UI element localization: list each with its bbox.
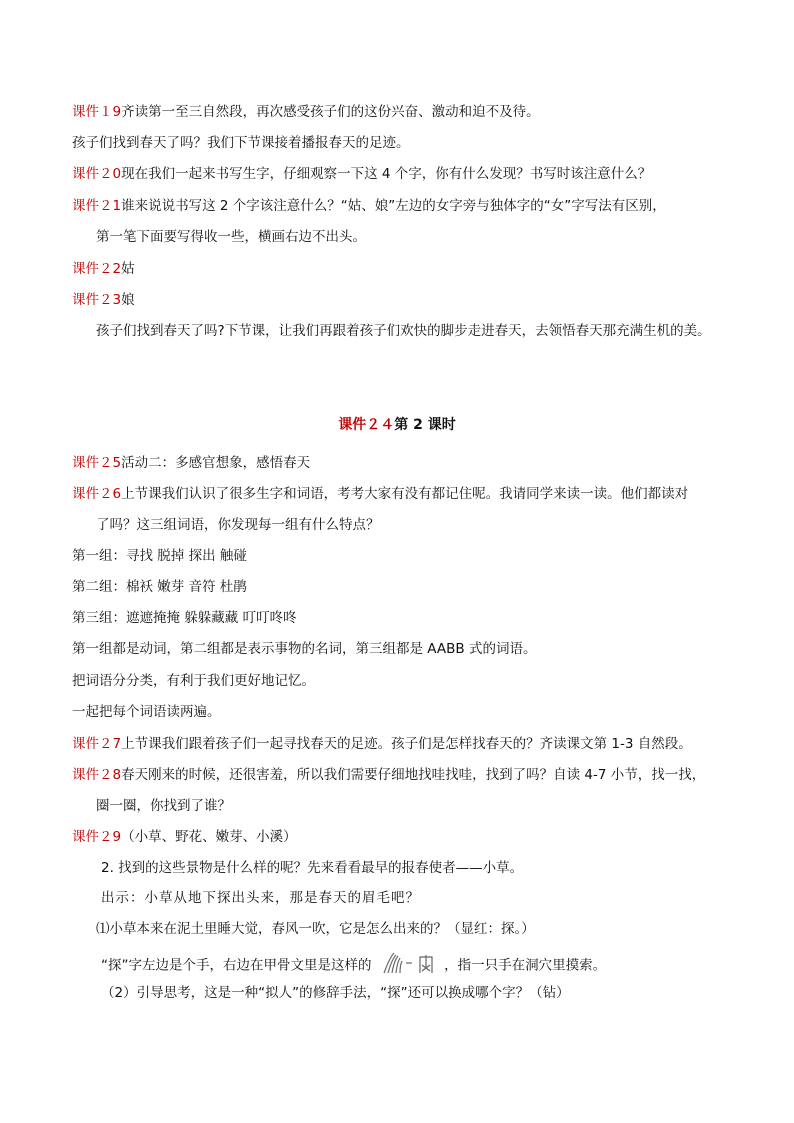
paragraph-line: 课件２9（小草、野花、嫩芽、小溪） bbox=[72, 829, 297, 845]
paragraph-line: 第一组都是动词，第二组都是表示事物的名词，第三组都是 AABB 式的词语。 bbox=[72, 641, 537, 657]
courseware-label: 课件１9 bbox=[72, 104, 122, 120]
paragraph-line: （2）引导思考，这是一种“拟人”的修辞手法，“探”还可以换成哪个字？（钻） bbox=[101, 985, 570, 1001]
paragraph-line: ⑴小草本来在泥土里睡大觉，春风一吹，它是怎么出来的？（显红：探。） bbox=[96, 921, 535, 937]
courseware-label: 课件２４ bbox=[338, 417, 395, 433]
courseware-label: 课件２0 bbox=[72, 166, 122, 182]
paragraph-line: 课件２5活动二：多感官想象，感悟春天 bbox=[72, 455, 311, 471]
section-title: 课件２４第 2 课时 bbox=[338, 417, 456, 433]
courseware-label: 课件２7 bbox=[72, 736, 122, 752]
paragraph-line: 第一笔下面要写得收一些，横画右边不出头。 bbox=[96, 229, 366, 245]
paragraph-line: 课件２0现在我们一起来书写生字，仔细观察一下这 4 个字，你有什么发现？书写时该注意什么？ bbox=[72, 166, 652, 182]
courseware-label: 课件２2 bbox=[72, 261, 122, 277]
paragraph-line: 了吗？这三组词语，你发现每一组有什么特点？ bbox=[96, 517, 380, 533]
paragraph-line: 课件２2姑 bbox=[72, 261, 135, 277]
paragraph-line: 圈一圈，你找到了谁？ bbox=[96, 798, 231, 814]
paragraph-line: 课件１9齐读第一至三自然段，再次感受孩子们的这份兴奋、激动和迫不及待。 bbox=[72, 104, 540, 120]
paragraph-line: 课件２6上节课我们认识了很多生字和词语，考考大家有没有都记住呢。我请同学来读一读。他们都读对 bbox=[72, 486, 689, 502]
paragraph-line: 课件２3娘 bbox=[72, 292, 135, 308]
paragraph-line: “探”字左边是个手，右边在甲骨文里是这样的 ，指一只手在洞穴里摸索。 bbox=[101, 951, 606, 980]
courseware-label: 课件２6 bbox=[72, 486, 122, 502]
oracle-bone-glyph-icon bbox=[380, 951, 436, 980]
example-sentence: 出示：小草从地下探出头来，那是春天的眉毛吧？ bbox=[101, 890, 420, 906]
paragraph-line: 课件２1谁来说说书写这 2 个字该注意什么？“姑、娘”左边的女字旁与独体字的“女”字写法有区别， bbox=[72, 198, 666, 214]
courseware-label: 课件２5 bbox=[72, 455, 122, 471]
paragraph-line: 课件２8春天刚来的时候，还很害羞，所以我们需要仔细地找哇找哇，找到了吗？自读 4-7 小节，找一找， bbox=[72, 767, 706, 783]
paragraph-line: 孩子们找到春天了吗?下节课，让我们再跟着孩子们欢快的脚步走进春天，去领悟春天那充满生机的美。 bbox=[96, 323, 711, 339]
paragraph-line: 一起把每个词语读两遍。 bbox=[72, 704, 221, 720]
courseware-label: 课件２1 bbox=[72, 198, 122, 214]
paragraph-line: 2. 找到的这些景物是什么样的呢？先来看看最早的报春使者——小草。 bbox=[101, 860, 524, 876]
word-group-line: 第三组：遮遮掩掩 躲躲藏藏 叮叮咚咚 bbox=[72, 610, 297, 626]
paragraph-line: 课件２7上节课我们跟着孩子们一起寻找春天的足迹。孩子们是怎样找春天的？齐读课文第 1-3 自然段。 bbox=[72, 736, 692, 752]
courseware-label: 课件２3 bbox=[72, 292, 122, 308]
courseware-label: 课件２8 bbox=[72, 767, 122, 783]
paragraph-line: 把词语分分类，有利于我们更好地记忆。 bbox=[72, 673, 315, 689]
courseware-label: 课件２9 bbox=[72, 829, 122, 845]
word-group-line: 第二组：棉袄 嫩芽 音符 杜鹃 bbox=[72, 579, 247, 595]
paragraph-line: 孩子们找到春天了吗？我们下节课接着播报春天的足迹。 bbox=[72, 135, 410, 151]
word-group-line: 第一组：寻找 脱掉 探出 触碰 bbox=[72, 548, 247, 564]
